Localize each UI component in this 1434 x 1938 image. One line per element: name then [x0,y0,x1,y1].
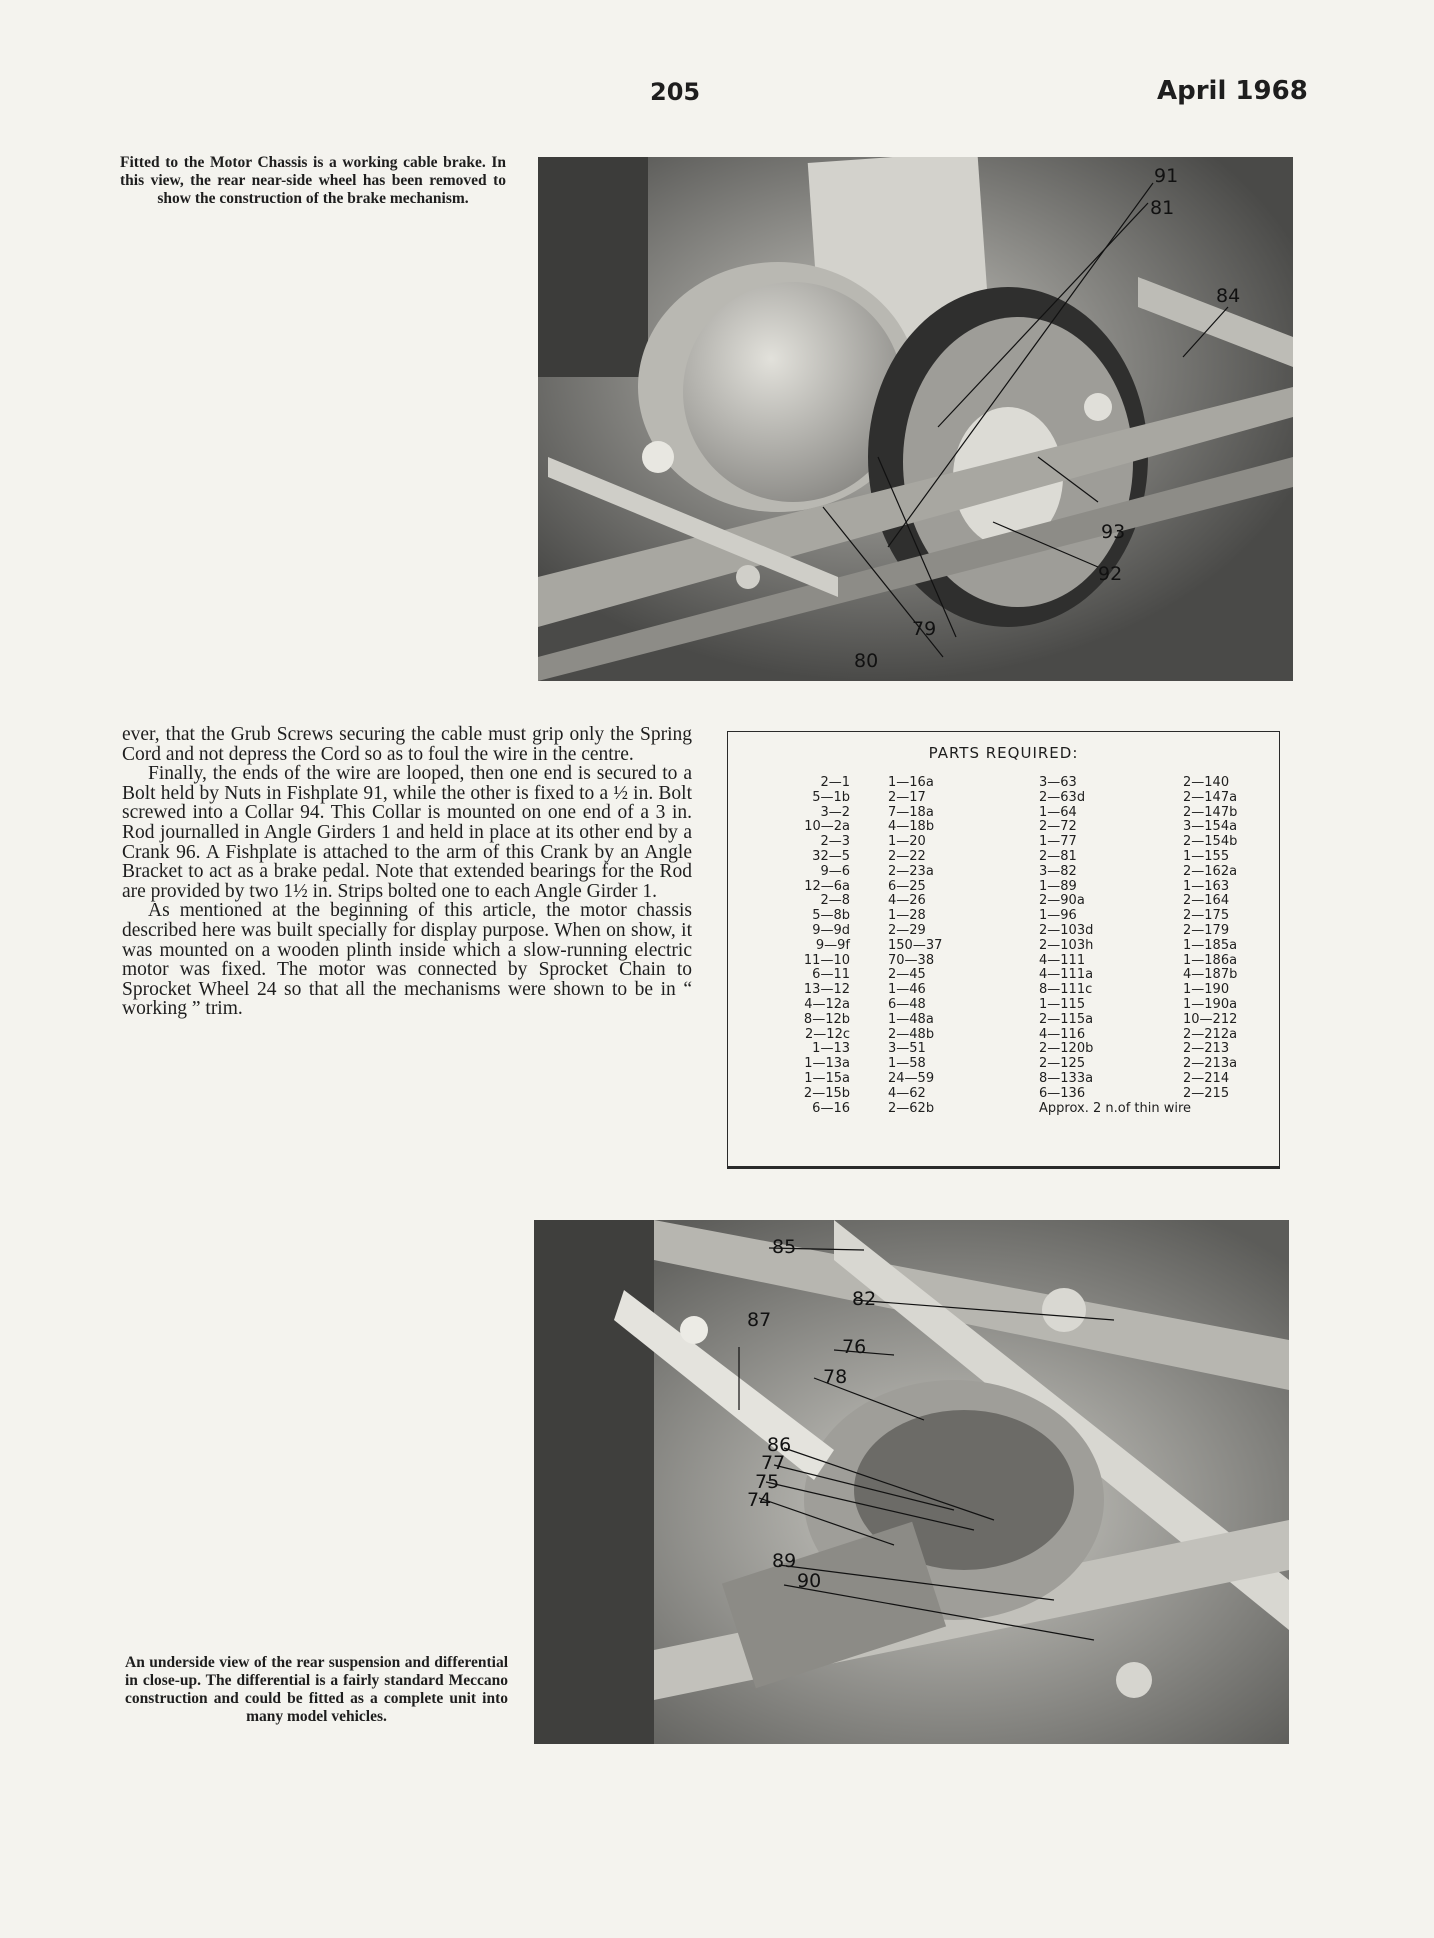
callout-87: 87 [747,1309,772,1331]
part-entry: 9—9f [815,937,850,953]
part-entry: 1—190a [1183,996,1238,1012]
part-entry: 1—16a [888,775,934,790]
part-entry: 1—155 [1183,848,1230,864]
part-entry: 2—90a [1039,893,1085,909]
issue-date: April 1968 [1157,76,1308,106]
callout-84: 84 [1216,285,1241,307]
part-entry: 2—72 [1039,819,1077,835]
part-entry: 1—186a [1183,952,1238,968]
part-entry: 6—25 [888,878,926,894]
callout-86: 86 [767,1434,792,1456]
parts-column-2 [888,776,942,1116]
part-entry: 6—11 [812,967,850,983]
part-entry: 150—37 [888,937,943,953]
part-entry: 2—140 [1183,775,1230,790]
callout-89: 89 [772,1550,797,1572]
callout-78: 78 [823,1366,848,1388]
part-entry: 1—15a [804,1070,850,1086]
part-entry: 10—212 [1183,1011,1238,1027]
part-entry: 8—12b [803,1011,850,1027]
part-entry: 4—12a [804,996,850,1012]
part-entry: 4—111a [1039,967,1094,983]
article-paragraph-3: As mentioned at the beginning of this article, the motor chassis described here was built specially for display purpose. When on show, it was mounted on a wooden plinth inside which a slow-running electric motor was fixed. The motor was connected by Sprocket Chain to Sprocket Wheel 24 so that all the mechanisms were shown to be in “ working ” trim. [122,900,692,1020]
part-entry: 1—190 [1183,982,1230,998]
article-paragraph-2: Finally, the ends of the wire are looped, then one end is secured to a Bolt held by Nuts in Fishplate 91, while the other is fixed to a ½ in. Bolt screwed into a Collar 94. This Collar is mounted on one end of a 3 in. Rod journalled in Angle Girders 1 and held in place at its other end by a Crank 96. A Fishplate is attached to the arm of this Crank by an Angle Bracket to act as a brake pedal. Note that extended bearings for the Rod are provided by two 1½ in. Strips bolted one to each Angle Girder 1. [122,763,692,902]
part-entry: 12—6a [804,878,850,894]
part-entry: 8—111c [1039,982,1093,998]
callout-76: 76 [842,1336,867,1358]
part-entry: 1—163 [1183,878,1230,894]
parts-title: PARTS REQUIRED: [928,744,1079,762]
callout-81: 81 [1150,197,1175,219]
part-entry: 1—77 [1039,834,1077,850]
part-entry: 1—28 [888,908,926,924]
part-entry: 32—5 [812,848,850,864]
part-entry: 3—154a [1183,819,1238,835]
callout-92: 92 [1098,563,1123,585]
callout-77: 77 [761,1452,786,1474]
part-entry: 11—10 [803,952,850,968]
part-entry: 2—81 [1039,848,1077,864]
part-entry: 2—125 [1039,1056,1086,1072]
callout-75: 75 [755,1471,780,1493]
part-entry: 2—22 [888,848,926,864]
parts-column-3 [1039,776,1191,1116]
part-entry: 4—18b [888,819,935,835]
part-entry: 4—116 [1039,1026,1086,1042]
part-entry: 3—2 [820,804,850,820]
part-entry: 2—154b [1183,834,1238,850]
part-entry: 2—213 [1183,1041,1230,1057]
part-entry: 1—58 [888,1056,926,1072]
part-entry: 2—63d [1039,789,1086,805]
part-entry: 2—212a [1183,1026,1238,1042]
parts-column-1 [780,776,850,1116]
part-entry: 3—51 [888,1041,926,1057]
part-entry: 2—45 [888,967,926,983]
part-entry: 2—215 [1183,1085,1230,1101]
part-entry: 70—38 [888,952,935,968]
parts-required-table [727,731,1280,1169]
part-entry: 8—133a [1039,1070,1094,1086]
part-entry: 6—136 [1039,1085,1086,1101]
differential-image [534,1220,1289,1744]
parts-column-4 [1183,776,1237,1102]
part-entry: 5—1b [812,789,850,805]
part-entry: 2—147a [1183,789,1238,805]
callout-85: 85 [772,1236,797,1258]
part-entry: 2—17 [888,789,926,805]
callout-93: 93 [1101,521,1126,543]
part-entry: 13—12 [803,982,850,998]
part-entry: 4—26 [888,893,926,909]
part-entry: 1—13 [812,1041,850,1057]
part-entry: 7—18a [888,804,934,820]
part-entry: 3—63 [1039,775,1077,790]
callout-79: 79 [912,618,937,640]
article-body [122,725,692,1019]
part-entry: 6—48 [888,996,926,1012]
part-entry: 2—3 [820,834,850,850]
part-entry: 4—62 [888,1085,926,1101]
brake-mechanism-image [538,157,1293,681]
part-entry: 2—164 [1183,893,1230,909]
part-entry: 2—103d [1039,922,1094,938]
part-entry: 4—187b [1183,967,1238,983]
part-entry: 1—89 [1039,878,1077,894]
callout-91: 91 [1154,165,1179,187]
callout-82: 82 [852,1288,877,1310]
part-entry: 1—20 [888,834,926,850]
differential-photo [534,1220,1289,1744]
brake-photo-caption: Fitted to the Motor Chassis is a working cable brake. In this view, the rear near-side wheel has been removed to show the construction of the brake mechanism. [120,154,506,207]
part-entry: 2—147b [1183,804,1238,820]
part-entry: 2—1 [820,775,850,790]
part-entry: 2—62b [888,1100,935,1116]
part-entry: 2—103h [1039,937,1094,953]
part-entry: 2—213a [1183,1056,1238,1072]
part-entry: 24—59 [888,1070,935,1086]
part-entry: 1—96 [1039,908,1077,924]
callout-74: 74 [747,1489,772,1511]
part-entry: 5—8b [812,908,850,924]
part-entry: 2—115a [1039,1011,1094,1027]
part-entry: 2—48b [888,1026,935,1042]
part-entry: 1—48a [888,1011,934,1027]
page-number: 205 [650,78,701,106]
part-entry: 2—120b [1039,1041,1094,1057]
part-entry: 2—29 [888,922,926,938]
part-entry: 2—214 [1183,1070,1230,1086]
callout-90: 90 [797,1570,822,1592]
part-entry: 2—15b [803,1085,850,1101]
part-entry: 9—6 [820,863,850,879]
part-entry: 10—2a [804,819,850,835]
part-entry: 6—16 [812,1100,850,1116]
callout-80: 80 [854,650,879,672]
part-entry: 2—12c [805,1026,850,1042]
part-entry: 3—82 [1039,863,1077,879]
differential-photo-caption: An underside view of the rear suspension and differential in close-up. The differential is a fairly standard Meccano construction and could be fitted as a complete unit into many model vehicles. [125,1654,508,1725]
part-entry: 1—13a [804,1056,850,1072]
part-entry: 2—175 [1183,908,1230,924]
part-entry: 1—46 [888,982,926,998]
part-entry: 1—115 [1039,996,1086,1012]
article-paragraph-1: ever, that the Grub Screws securing the cable must grip only the Spring Cord and not depress the Cord so as to foul the wire in the centre. [122,724,692,765]
part-entry: 9—9d [812,922,850,938]
part-entry: 2—23a [888,863,934,879]
part-entry: Approx. 2 n.of thin wire [1039,1100,1192,1116]
part-entry: 2—162a [1183,863,1238,879]
part-entry: 2—8 [820,893,850,909]
part-entry: 1—64 [1039,804,1077,820]
brake-mechanism-photo [538,157,1293,681]
part-entry: 2—179 [1183,922,1230,938]
part-entry: 1—185a [1183,937,1238,953]
part-entry: 4—111 [1039,952,1086,968]
